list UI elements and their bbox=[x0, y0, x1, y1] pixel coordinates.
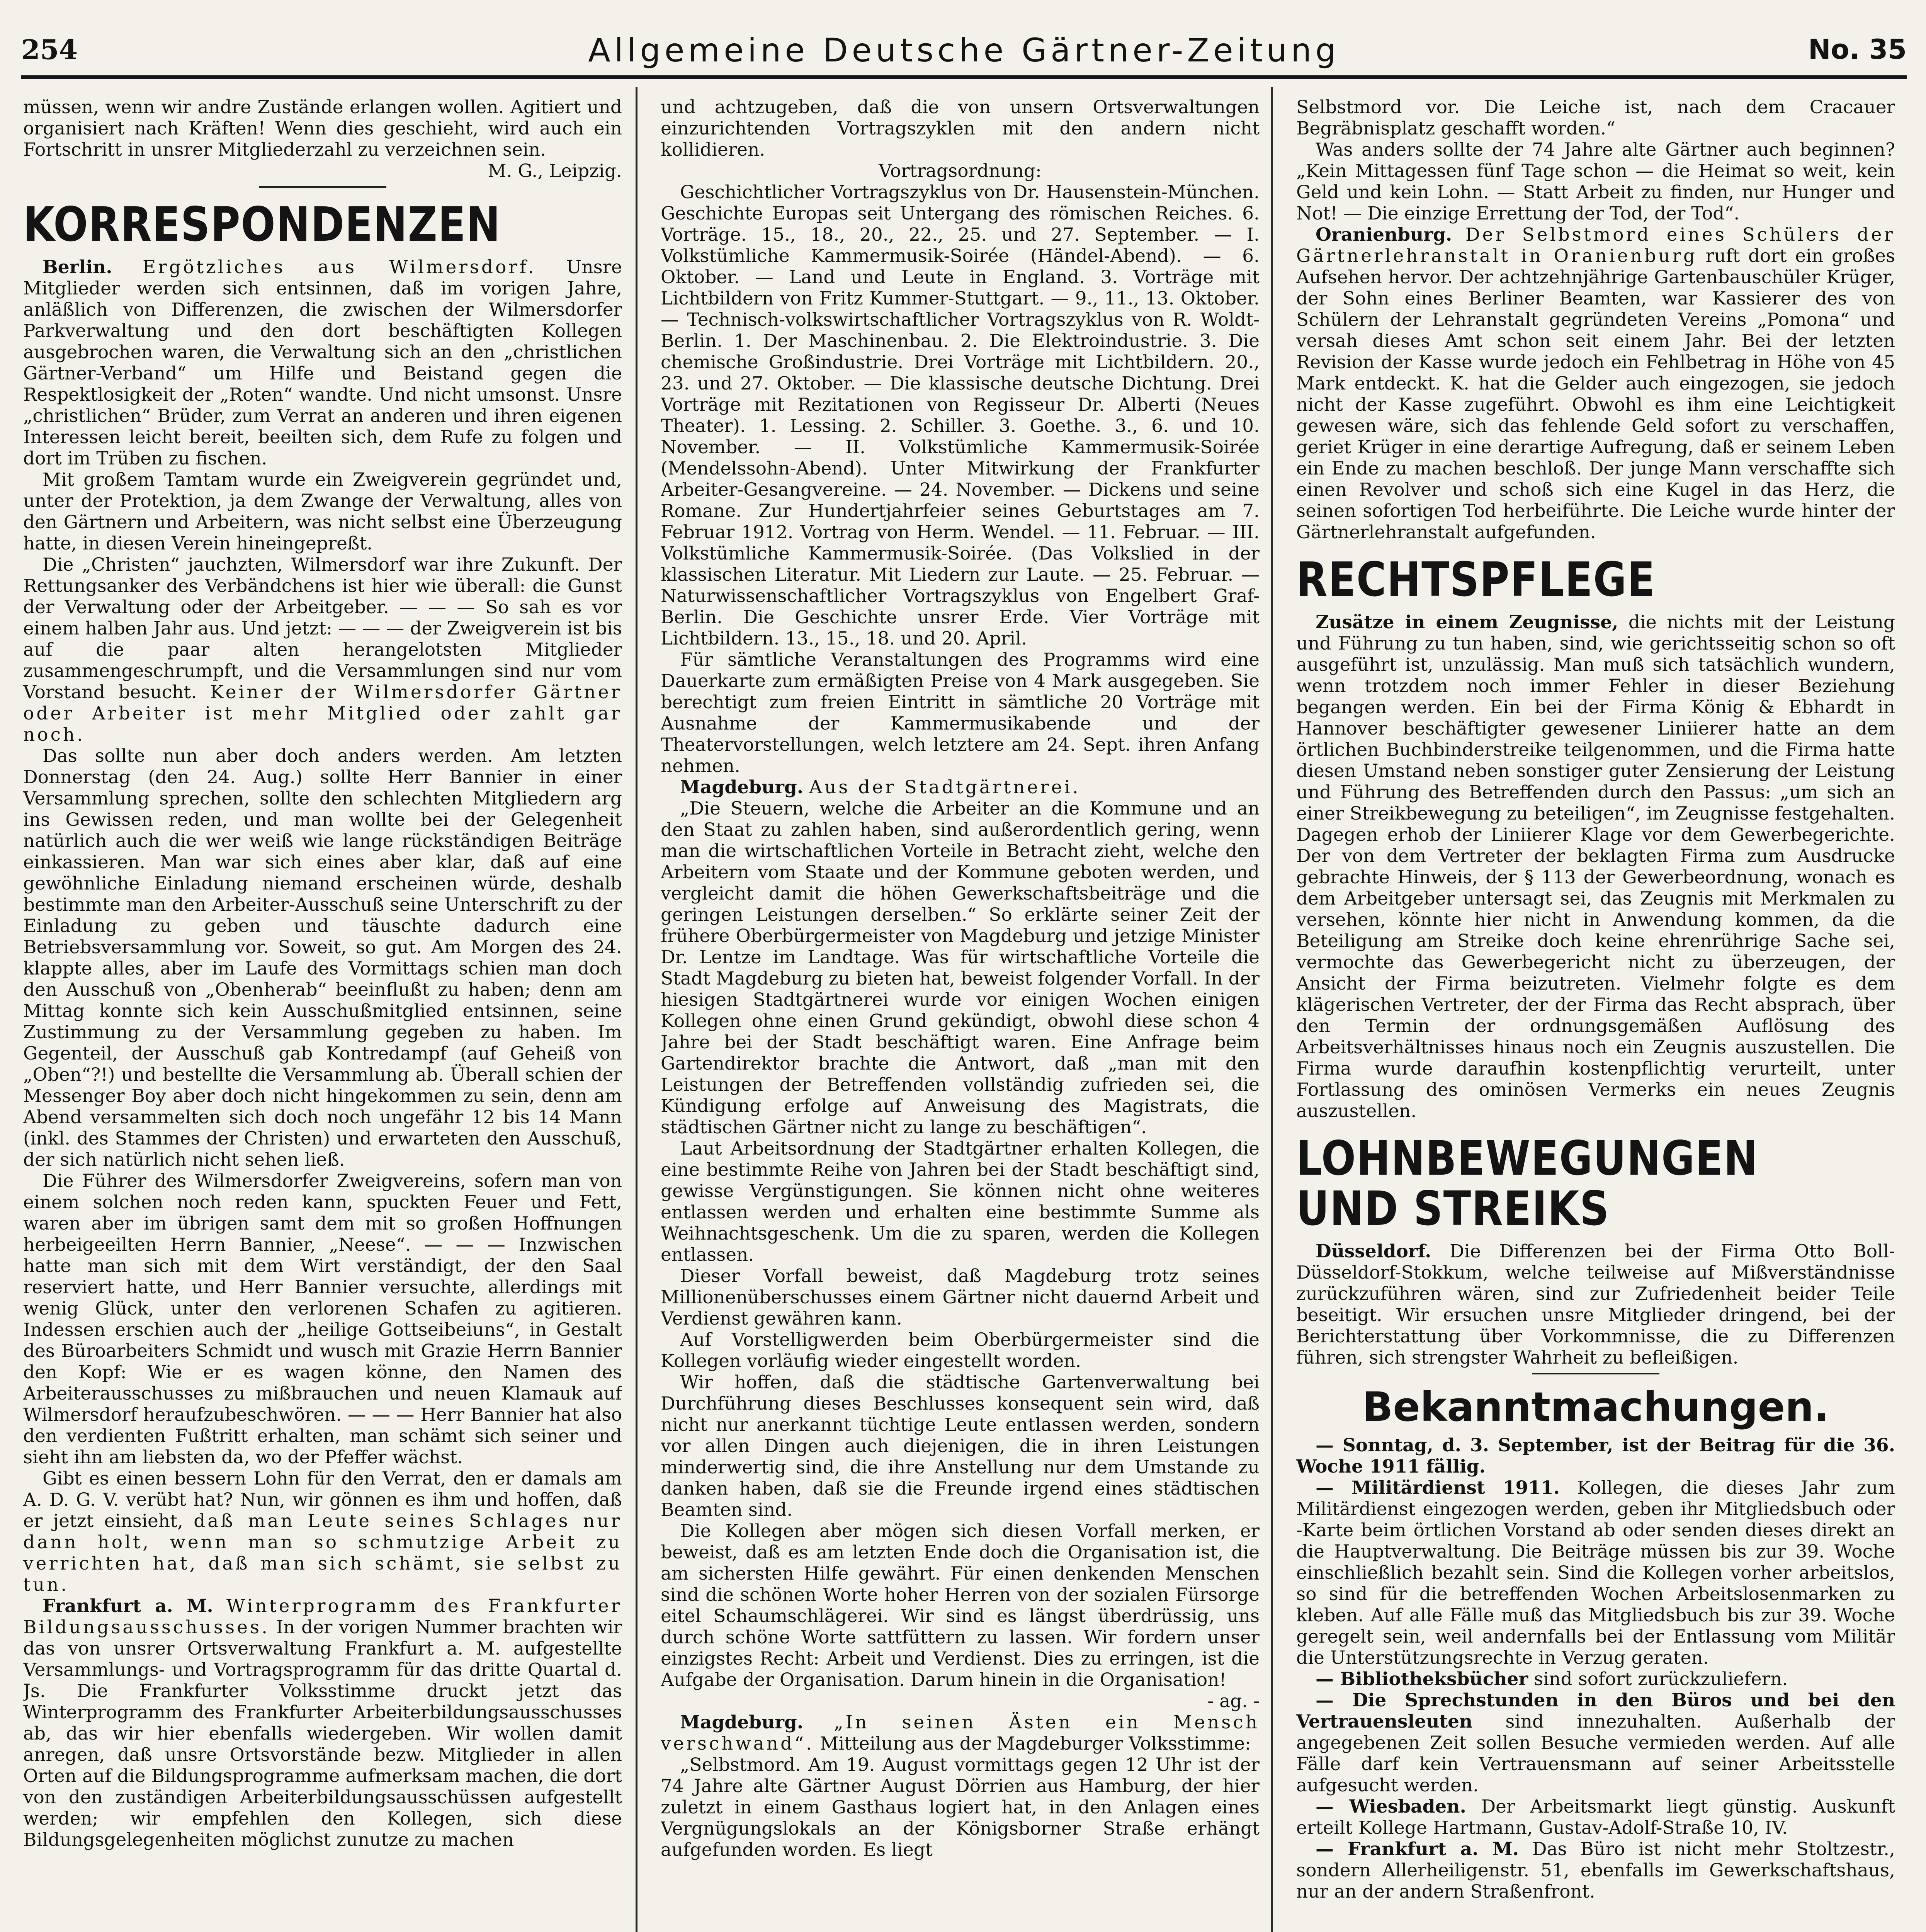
notice-item: — Sonntag, d. 3. September, ist der Beitrag für die 36. Woche 1911 fällig. bbox=[1296, 1435, 1895, 1477]
article-frankfurt-lead bbox=[23, 1595, 622, 1850]
paragraph: die nichts mit der Leistung und Führung zu tun haben, sind, wie gerichtsseitig schon so oft ausgeführt ist, unzulässig. Man muß sich tatsächlich wundern, wenn trotzdem noch immer Fehler in dieser Beziehung begangen werden. Ein bei der Firma König & Ebhardt in Hannover beschäftigter gewesener Liniierer hatte an dem örtlichen Buchbinderstreike teilgenommen, und die Firma hatte diesen Umstand neben sonstiger guter Zensierung der Leistung und Führung des Betreffenden durch den Passus: „um sich an einer Streikbewegung zu beteiligen“, im Zeugnisse festgehalten. Dagegen erhob der Liniierer Klage vor dem Gewerbegerichte. Der von dem Vertreter der beklagten Firma zum Ausdrucke gebrachte Hinweis, der § 113 der Gewerbeordnung, wonach es dem Arbeitgeber untersagt sei, das Zeugnis mit Merkmalen zu versehen, könnte hier nicht in Anwendung kommen, da die Beteiligung am Streike doch keine ehrenrührige Sache sei, vermochte das Gewerbegericht nicht zu überzeugen, der Ansicht der Firma beizutreten. Vielmehr folgte es dem klägerischen Vertreter, der der Firma das Recht absprach, über den Termin der ordnungsgemäßen Auflösung des Arbeitsverhältnisses hinaus noch ein Zeugnis auszustellen. Die Firma wurde daraufhin kostenpflichtig verurteilt, unter Fortlassung des ominösen Vermerks ein neues Zeugnis auszustellen. bbox=[1296, 612, 1895, 1122]
paragraph: Die Führer des Wilmersdorfer Zweigvereins, sofern man von einem solchen noch reden kann, spuckten Feuer und Fett, waren aber im übrigen samt dem mit so großen Hoffnungen herbeigeeilten Herrn Bannier, „Neese“. — — — Inzwischen hatte man sich mit dem Wirt verständigt, der den Saal reserviert hatte, und Herr Bannier versuchte, allerdings mit wenig Glück, unter den verlorenen Schafen zu agitieren. Indessen erschien auch der „heilige Gottseibeiuns“, in Gestalt des Büroarbeiters Schmidt und wusch mit Grazie Herrn Bannier den Kopf: Wie er es wagen könne, den Namen des Arbeiterausschusses zu mißbrauchen und neuen Klamauk auf Wilmersdorf heraufzubeschwören. — — — Herr Bannier hat also den verdienten Fußtritt erhalten, man schämt sich seiner und sieht ihn am liebsten da, wo der Pfeffer wächst. bbox=[23, 1170, 622, 1468]
paragraph bbox=[23, 554, 622, 745]
notice-head: — Wiesbaden. bbox=[1316, 1796, 1466, 1817]
masthead: Allgemeine Deutsche Gärtner-Zeitung bbox=[588, 31, 1340, 69]
article-oranienburg-lead bbox=[1296, 224, 1895, 543]
dateline: Magdeburg. bbox=[680, 1712, 804, 1733]
article-headline: Zusätze in einem Zeugnisse, bbox=[1316, 612, 1618, 633]
notice-head: — Militärdienst 1911. bbox=[1316, 1477, 1560, 1498]
article-headline: Aus der Stadtgärtnerei. bbox=[809, 777, 1081, 798]
dateline: Berlin. bbox=[42, 257, 112, 278]
notice-head: — Bibliotheksbücher bbox=[1316, 1668, 1528, 1690]
article-berlin-lead bbox=[23, 257, 622, 469]
article-zeugnis-lead bbox=[1296, 612, 1895, 1122]
section-title-streiks: UND STREIKS bbox=[1296, 1181, 1610, 1236]
paragraph-emphasis: Keiner der Wilmersdorfer Gärtner oder Arbeiter ist mehr Mitglied oder zahlt gar noch. bbox=[23, 682, 622, 745]
section-title-korrespondenzen: KORRESPONDENZEN bbox=[23, 197, 501, 252]
column-1 bbox=[23, 97, 622, 1932]
page-number: 254 bbox=[21, 34, 78, 66]
article-duesseldorf-lead bbox=[1296, 1241, 1895, 1368]
column-3 bbox=[1296, 97, 1895, 1932]
paragraph: Was anders sollte der 74 Jahre alte Gärtner auch beginnen? „Kein Mittagessen fünf Tage schon — die Heimat so weit, kein Geld und kein Lohn. — Statt Arbeit zu finden, nur Hunger und Not! — Die einzige Errettung der Tod, der Tod“. bbox=[1296, 139, 1895, 224]
section-title-rechtspflege: RECHTSPFLEGE bbox=[1296, 552, 1656, 607]
paragraph: Auf Vorstelligwerden beim Oberbürgermeister sind die Kollegen vorläufig wieder eingestellt worden. bbox=[661, 1329, 1260, 1372]
paragraph-text: Das sollte nun aber doch anders werden. Am letzten Donnerstag (den 24. Aug.) sollte Herr Bannier in einer Versammlung sprechen, sollte den schlechten Mitgliedern arg ins Gewissen reden, und man wollte bei der Gelegenheit natürlich auch die wer weiß wie lange rückständigen Beiträge einkassieren. Man war sich eines aber klar, daß auf eine gewöhnliche Einladung niemand erscheinen würde, deshalb bestimmte man den Arbeiter-Ausschuß seine Unterschrift zu der Einladung zu geben und täuschte dadurch eine Betriebsversammlung vor. Soweit, so gut. Am Morgen des 24. klappte alles, aber im Laufe des Vormittags schien man doch den Ausschuß von bbox=[23, 745, 622, 1000]
paragraph: Unsre Mitglieder werden sich entsinnen, daß im vorigen Jahre, anläßlich von Differenzen, die zwischen der Wilmersdorfer Parkverwaltung und den dort beschäftigten Kollegen ausgebrochen waren, die Verwaltung sich an den „christlichen Gärtner-Verband“ um Hilfe und Beistand gegen die Respektlosigkeit der „Roten“ wandte. Und nicht umsonst. Unsre „christlichen“ Brüder, zum Verrat an anderen und ihren eigenen Interessen leicht bereit, beeilten sich, dem Rufe zu folgen und dort im Trüben zu fischen. bbox=[23, 257, 622, 469]
column-divider bbox=[636, 87, 637, 1932]
paragraph: „Selbstmord. Am 19. August vormittags gegen 12 Uhr ist der 74 Jahre alte Gärtner August Dörrien aus Hamburg, der hier zuletzt in einem Gasthaus logiert hat, in den Anlagen eines Vergnügungslokals an der Königsborner Straße erhängt aufgefunden worden. Es liegt bbox=[661, 1754, 1260, 1861]
notice-head: — Die Sprechstunden in den Büros und bei den Vertrauensleuten bbox=[1296, 1690, 1895, 1732]
notice-head: — Frankfurt a. M. bbox=[1316, 1838, 1519, 1860]
notice-text: sind sofort zurückzuliefern. bbox=[1534, 1668, 1788, 1690]
paragraph: Laut Arbeitsordnung der Stadtgärtner erhalten Kollegen, die eine bestimmte Reihe von Jahren bei der Stadt beschäftigt sind, gewisse Vergünstigungen. Sie können nicht ohne weiteres entlassen werden und erhalten eine bestimmte Summe als Weihnachtsgeschenk. Um die zu sparen, werden die Kollegen entlassen. bbox=[661, 1138, 1260, 1265]
paragraph: Mit großem Tamtam wurde ein Zweigverein gegründet und, unter der Protektion, ja dem Zwange der Verwaltung, alles von den Gärtnern und Arbeitern, was nicht selbst eine Überzeugung hatte, in diesen Verein hineingepreßt. bbox=[23, 469, 622, 554]
paragraph-emphasis: daß man Leute seines Schlages nur dann holt, wenn man so schmutzige Arbeit zu verrichten hat, daß man sich schämt, sie selbst zu tun. bbox=[23, 1510, 622, 1595]
article-headline: Der Selbstmord eines Schülers der Gärtnerlehranstalt in Oranienburg bbox=[1296, 224, 1895, 267]
separator bbox=[1532, 1373, 1659, 1374]
program-list: Geschichtlicher Vortragszyklus von Dr. Hausenstein-München. Geschichte Europas seit Untergang des römischen Reiches. 6. Vorträge. 15., 18., 20., 22., 25. und 27. September. — I. Volkstümliche Kammermusik-Soirée (Händel-Abend). — 6. Oktober. — Land und Leute in England. 3. Vorträge mit Lichtbildern von Fritz Kummer-Stuttgart. — 9., 11., 13. Oktober. — Technisch-volkswirtschaftlicher Vortragszyklus von R. Woldt-Berlin. 1. Der Maschinenbau. 2. Die Elektroindustrie. 3. Die chemische Großindustrie. Drei Vorträge mit Lichtbildern. 20., 23. und 27. Oktober. — Die klassische deutsche Dichtung. Drei Vorträge mit Rezitationen von Regisseur Dr. Alberti (Neues Theater). 1. Lessing. 2. Schiller. 3. Goethe. 3., 6. und 10. November. — II. Volkstümliche Kammermusik-Soirée (Mendelssohn-Abend). Unter Mitwirkung der Frankfurter Arbeiter-Gesangvereine. — 24. November. — Dickens und seine Romane. Zur Hundertjahrfeier seines Geburtstages am 7. Februar 1912. Vortrag von Herm. Wendel. — 11. Februar. — III. Volkstümliche Kammermusik-Soirée. (Das Volkslied in der klassischen Literatur. Mit Liedern zur Laute. — 25. Februar. — Naturwissenschaftlicher Vortragszyklus von Engelbert Graf-Berlin. Die Geschichte unsrer Erde. Vier Vorträge mit Lichtbildern. 13., 15., 18. und 20. April. bbox=[661, 182, 1260, 649]
paragraph: Die Differenzen bei der Firma Otto Boll-Düsseldorf-Stokkum, welche teilweise auf Mißverständnisse zurückzuführen wären, sind zur Zufriedenheit beider Teile beseitigt. Wir ersuchen unsre Mitglieder dringend, bei der Berichterstattung über Vorkommnisse, die zu Differenzen führen, sich strengster Wahrheit zu befleißigen. bbox=[1296, 1241, 1895, 1368]
page-header bbox=[21, 29, 1907, 79]
article-magdeburg2-lead bbox=[661, 1712, 1260, 1754]
paragraph bbox=[23, 745, 622, 1170]
paragraph: Die Kollegen aber mögen sich diesen Vorfall merken, er beweist, daß es am letzten Ende doch die Organisation ist, die am sichersten Hilfe gewährt. Für einen denkenden Menschen sind die schönen Worte hoher Herren von der sozialen Fürsorge eitel Schaumschlägerei. Wir sind es längst überdrüssig, uns durch schöne Worte sattfüttern zu lassen. Wir fordern unser einzigstes Recht: Arbeit und Verdienst. Dies zu erringen, ist die Aufgabe der Organisation. Darum hinein in die Organisation! bbox=[661, 1520, 1260, 1690]
notice-text: Kollegen, die dieses Jahr zum Militärdienst eingezogen werden, geben ihr Mitgliedsbuch oder -Karte beim örtlichen Vorstand ab oder senden dieses direkt an die Hauptverwaltung. Die Beiträge müssen bis zur 39. Woche einschließlich bezahlt sein. Sind die Kollegen vorher arbeitslos, so sind für die betreffenden Wochen Arbeitslosenmarken zu kleben. Auf alle Fälle muß das Mitgliedsbuch bis zur 39. Woche geregelt sein, weil andernfalls bei der Entlassung vom Militär die Unterstützungsrechte in Verzug geraten. bbox=[1296, 1477, 1895, 1668]
separator bbox=[259, 186, 386, 188]
paragraph: „Die Steuern, welche die Arbeiter an die Kommune und an den Staat zu zahlen haben, sind außerordentlich gering, wenn man die wirtschaftlichen Vorteile in Betracht zieht, welche den Arbeitern vom Staate und der Kommune geboten werden, und vergleicht damit die höhen Gewerkschaftsbeiträge und die geringen Leistungen derselben.“ So erklärte seiner Zeit der frühere Oberbürgermeister von Magdeburg und jetzige Minister Dr. Lentze im Landtage. Was für wirtschaftliche Vorteile die Stadt Magdeburg zu bieten hat, beweist folgender Vorfall. In der hiesigen Stadtgärtnerei wurde vor einigen Wochen einigen Kollegen ohne einen Grund gekündigt, obwohl diese schon 4 Jahre bei der Stadt beschäftigt waren. Eine Anfrage beim Gartendirektor brachte die Antwort, daß „man mit den Leistungen der Betreffenden vollständig zufrieden sei, die Kündigung erfolge auf Anweisung des Magistrats, die städtischen Gärtner nicht zu lange zu beschäftigen“. bbox=[661, 798, 1260, 1138]
paragraph-text: Die „Christen“ jauchzten, Wilmersdorf war ihre Zukunft. Der Rettungsanker des Verbändchens ist hier wie überall: die Gunst der Verwaltung oder der Arbeitgeber. — — — So sah es vor einem halben Jahr aus. Und jetzt: — — — der Zweigverein ist bis auf die paar alten herangelotsten Mitglieder zusammengeschrumpft, und die Versammlungen sind nur vom Vorstand besucht. bbox=[23, 554, 622, 703]
column-2 bbox=[661, 97, 1260, 1932]
program-title: Vortragsordnung: bbox=[879, 160, 1042, 182]
notice-item bbox=[1296, 1477, 1895, 1668]
paragraph: Mitteilung aus der Magdeburger Volksstimme: bbox=[820, 1733, 1251, 1754]
section-title-bekanntmachungen: Bekanntmachungen. bbox=[1362, 1383, 1829, 1430]
notice-item bbox=[1296, 1668, 1895, 1690]
article-continuation: Selbstmord vor. Die Leiche ist, nach dem Cracauer Begräbnisplatz geschafft worden.“ bbox=[1296, 97, 1895, 139]
dateline: Oranienburg. bbox=[1316, 224, 1452, 245]
paragraph bbox=[23, 1468, 622, 1595]
article-signature: - ag. - bbox=[1207, 1690, 1260, 1712]
article-headline: Ergötzliches aus Wilmersdorf. bbox=[142, 257, 536, 278]
paragraph-text: Gibt es einen bessern Lohn für den Verrat, den er damals am A. D. G. V. verübt hat? Nun, wir gönnen es ihm und hoffen, daß er jetzt einsieht, bbox=[23, 1468, 622, 1532]
article-headline: „In seinen Ästen ein Mensch verschwand“. bbox=[661, 1712, 1260, 1754]
section-title-lohnbewegungen: LOHNBEWEGUNGEN bbox=[1296, 1131, 1758, 1186]
paragraph: Dieser Vorfall beweist, daß Magdeburg trotz seines Millionenüberschusses einem Gärtner nicht dauernd Arbeit und Verdienst gewähren kann. bbox=[661, 1265, 1260, 1329]
paragraph: In der vorigen Nummer brachten wir das von unsrer Ortsverwaltung Frankfurt a. M. aufgestellte Versammlungs- und Vortragsprogramm für das dritte Quartal d. Js. Die Frankfurter Volksstimme druckt jetzt das Winterprogramm des Frankfurter Arbeiterbildungsausschusses ab, das wir hier ebenfalls wiedergeben. Wir wollen damit anregen, daß unsre Ortsvorstände bezw. Mitglieder in allen Orten auf die Bildungsprogramme aufmerksam machen, die dort von den zuständigen Arbeiterbildungsausschüssen aufgestellt werden; wir empfehlen den Kollegen, sich diese Bildungsgelegenheiten möglichst zunutze zu machen bbox=[23, 1617, 622, 1850]
notice-text: Der Arbeitsmarkt liegt günstig. Auskunft erteilt Kollege Hartmann, Gustav-Adolf-Straße 10, IV. bbox=[1296, 1796, 1895, 1838]
article-headline: Winterprogramm des Frankfurter Bildungsausschusses. bbox=[23, 1595, 622, 1638]
article-continuation: und achtzugeben, daß die von unsern Ortsverwaltungen einzurichtenden Vortragszyklen mit den andern nicht kollidieren. bbox=[661, 97, 1260, 160]
notice-text: Das Büro ist nicht mehr Stoltzestr., sondern Allerheiligenstr. 51, ebenfalls im Gewerkschaftshaus, nur an der andern Straßenfront. bbox=[1296, 1838, 1895, 1902]
article-magdeburg-lead bbox=[661, 777, 1260, 798]
column-divider bbox=[1271, 87, 1273, 1932]
notice-text: sind innezuhalten. Außerhalb der angegebenen Zeit sollen Besuche vermieden werden. Auf alle Fälle darf kein Vertrauensmann auf seiner Arbeitsstelle aufgesucht werden. bbox=[1296, 1711, 1895, 1796]
paragraph-text: „Obenherab“ beeinflußt zu haben; denn am Mittag konnte sich kein Ausschußmitglied entsinnen, seine Zustimmung zu der Versammlung gegeben zu haben. Im Gegenteil, der Ausschuß gab Kontredampf (auf Geheiß von „Oben“?!) und bestellte die Versammlung ab. Überall schien der Messenger Boy aber doch nicht hingekommen zu sein, denn am Abend versammelten sich doch noch ungefähr 12 bis 14 Mann (inkl. des Stammes der Christen) und erwarteten den Ausschuß, der sich natürlich nicht sehen ließ. bbox=[23, 979, 622, 1170]
dateline: Düsseldorf. bbox=[1316, 1241, 1431, 1262]
paragraph: Für sämtliche Veranstaltungen des Programms wird eine Dauerkarte zum ermäßigten Preise von 4 Mark ausgegeben. Sie berechtigt zum freien Eintritt in sämtliche 20 Vorträge mit Ausnahme der Kammermusikabende und der Theatervorstellungen, welch letztere am 24. Sept. ihren Anfang nehmen. bbox=[661, 649, 1260, 777]
dateline: Magdeburg. bbox=[680, 777, 804, 798]
paragraph: Wir hoffen, daß die städtische Gartenverwaltung bei Durchführung dieses Beschlusses konsequent sein wird, daß nicht nur anerkannt tüchtige Leute entlassen werden, sondern vor allen Dingen auch diejenigen, die in ihren Leistungen minderwertig sind, die ihre Anstellung nur dem Umstande zu danken haben, daß sie die Freunde irgend eines städtischen Beamten sind. bbox=[661, 1372, 1260, 1520]
article-signature: M. G., Leipzig. bbox=[488, 160, 622, 182]
paragraph: ruft dort ein großes Aufsehen hervor. Der achtzehnjährige Gartenbauschüler Krüger, der Sohn eines Berliner Beamten, war Kassierer des von Schülern der Lehranstalt gegründeten Vereins „Pomona“ und versah dieses Amt schon seit einem Jahr. Bei der letzten Revision der Kasse wurde jedoch ein Fehlbetrag in Höhe von 45 Mark entdeckt. K. hat die Gelder auch eingezogen, sie jedoch nicht der Kasse zugeführt. Obwohl es ihm eine Leichtigkeit gewesen wäre, sich das fehlende Geld sofort zu verschaffen, geriet Krüger in eine derartige Aufregung, daß er seinem Leben ein Ende zu machen beschloß. Der junge Mann verschaffte sich einen Revolver und schoß sich eine Kugel in das Herz, die seinen sofortigen Tod herbeiführte. Die Leiche wurde hinter der Gärtnerlehranstalt aufgefunden. bbox=[1296, 245, 1895, 543]
notice-item bbox=[1296, 1838, 1895, 1902]
article-continuation: müssen, wenn wir andre Zustände erlangen wollen. Agitiert und organisiert nach Kräften! Wenn dies geschieht, wird auch ein Fortschritt in unsrer Mitgliederzahl zu verzeichnen sein. bbox=[23, 97, 622, 160]
notice-item bbox=[1296, 1796, 1895, 1838]
dateline: Frankfurt a. M. bbox=[42, 1595, 213, 1617]
notice-item bbox=[1296, 1690, 1895, 1796]
issue-number: No. 35 bbox=[1808, 34, 1907, 65]
